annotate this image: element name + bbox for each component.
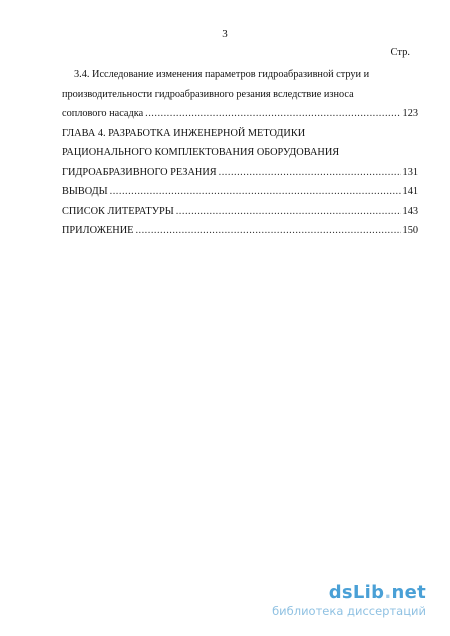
dot-leader [176, 202, 401, 222]
toc-entry-line: ГИДРОАБРАЗИВНОГО РЕЗАНИЯ [62, 166, 217, 178]
toc-page-number: 123 [402, 108, 418, 119]
page-column-label: Стр. [390, 47, 410, 58]
toc-entry-line: ПРИЛОЖЕНИЕ [62, 225, 134, 236]
toc-entry-line: соплового насадка [62, 108, 144, 119]
table-of-contents [62, 65, 418, 241]
toc-entry-leader-line [62, 163, 418, 183]
toc-entry-conclusions[interactable] [62, 182, 418, 202]
toc-page-number: 150 [402, 225, 418, 236]
logo-main: dsLib [328, 582, 385, 603]
toc-entry-leader-line [62, 104, 418, 124]
dot-leader [145, 104, 400, 124]
toc-entry-chapter-4[interactable] [62, 124, 418, 183]
logo-dot: . [384, 582, 392, 603]
toc-entry-3-4[interactable] [62, 65, 418, 124]
toc-entry-appendix[interactable] [62, 221, 418, 241]
dot-leader [219, 163, 401, 183]
dot-leader [135, 221, 400, 241]
toc-page-number: 141 [402, 186, 418, 197]
toc-entry-line: СПИСОК ЛИТЕРАТУРЫ [62, 205, 174, 217]
dslib-watermark[interactable] [272, 582, 426, 618]
toc-entry-line: производительности гидроабразивного резания вследствие износа [62, 88, 354, 100]
watermark-subtitle: библиотека диссертаций [272, 604, 426, 618]
toc-entry-line: 3.4. Исследование изменения параметров гидроабразивной струи и [74, 69, 370, 80]
toc-entry-references[interactable] [62, 202, 418, 222]
page-number: 3 [222, 28, 228, 40]
toc-page-number: 131 [402, 166, 418, 178]
toc-page-number: 143 [402, 205, 418, 217]
toc-entry-line: ГЛАВА 4. РАЗРАБОТКА ИНЖЕНЕРНОЙ МЕТОДИКИ [62, 127, 306, 139]
toc-entry-line: РАЦИОНАЛЬНОГО КОМПЛЕКТОВАНИЯ ОБОРУДОВАНИЯ [62, 147, 340, 158]
dot-leader [110, 182, 401, 202]
toc-entry-line: ВЫВОДЫ [62, 186, 108, 197]
logo-tld: net [391, 582, 426, 603]
dslib-logo [272, 582, 426, 603]
